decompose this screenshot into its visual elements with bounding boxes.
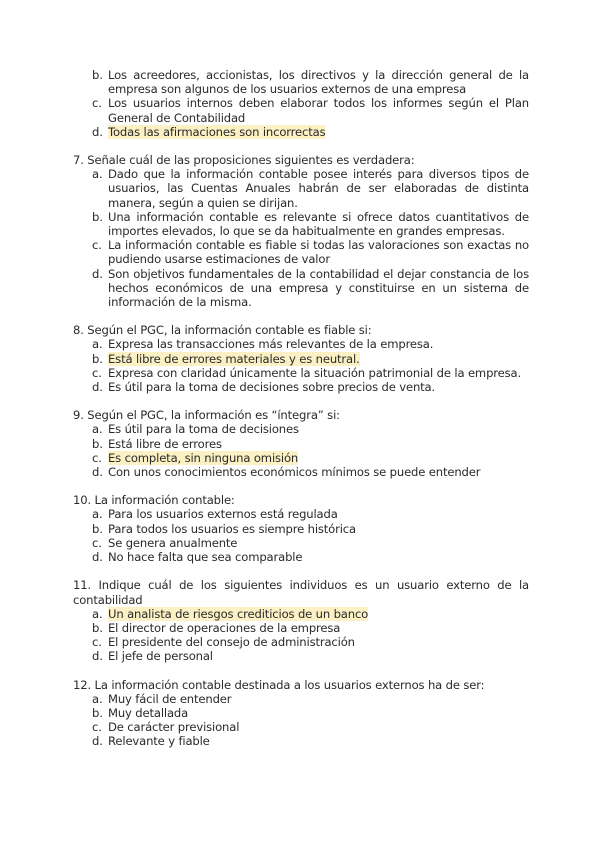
answer-option [73,635,529,649]
option-letter: c. [92,450,102,465]
option-letter: c. [92,365,102,380]
answer-option [73,649,529,663]
option-list [73,422,529,479]
option-text: Relevante y fiable [108,734,210,749]
option-letter: b. [92,351,103,366]
option-text: Para los usuarios externos está regulada [108,507,338,522]
question-block [73,408,529,479]
option-text-highlighted: Todas las afirmaciones son incorrectas [108,124,326,139]
question-block [73,578,529,663]
option-letter: a. [92,422,103,437]
question-list [73,153,529,749]
option-letter: a. [92,507,103,522]
option-letter: b. [92,209,103,224]
option-letter: a. [92,337,103,352]
answer-option [73,238,529,266]
option-letter: c. [92,635,102,650]
option-letter: c. [92,96,102,111]
option-text-highlighted: Un analista de riesgos crediticios de un banco [108,606,369,621]
option-letter: d. [92,380,103,395]
answer-option [73,422,529,436]
option-text: No hace falta que sea comparable [108,550,303,565]
question-stem: 7. Señale cuál de las proposiciones siguientes es verdadera: [73,153,415,168]
answer-option [73,522,529,536]
answer-option [73,337,529,351]
option-text: Es útil para la toma de decisiones [108,422,299,437]
option-text: El presidente del consejo de administración [108,635,355,650]
option-letter: a. [92,691,103,706]
option-text: Está libre de errores [108,436,222,451]
option-text: Con unos conocimientos económicos mínimos se puede entender [108,465,481,480]
answer-option [73,68,529,96]
option-letter: d. [92,266,103,281]
answer-option [73,734,529,748]
option-list [73,507,529,564]
option-text: Dado que la información contable posee interés para diversos tipos de usuarios, las Cuentas Anuales habrán de ser elaboradas de distinta manera, según a quien se dirijan. [108,167,529,210]
option-letter: c. [92,535,102,550]
option-text: Expresa con claridad únicamente la situación patrimonial de la empresa. [108,365,522,380]
question-block [73,678,529,749]
answer-option [73,536,529,550]
option-letter: b. [92,521,103,536]
option-letter: b. [92,705,103,720]
option-letter: a. [92,167,103,182]
answer-option [73,706,529,720]
option-list [73,167,529,309]
question-continuation [73,68,529,139]
answer-option [73,550,529,564]
answer-option [73,465,529,479]
option-text: Muy detallada [108,705,189,720]
answer-option [73,720,529,734]
answer-option [73,621,529,635]
answer-option [73,366,529,380]
option-letter: b. [92,436,103,451]
answer-option [73,607,529,621]
question-block [73,493,529,564]
option-list [73,692,529,749]
answer-option [73,437,529,451]
option-list [73,337,529,394]
answer-option [73,507,529,521]
option-text: Son objetivos fundamentales de la contabilidad el dejar constancia de los hechos económicos de una empresa y constituirse en un sistema de información de la misma. [108,266,529,310]
answer-option [73,96,529,124]
answer-option [73,267,529,310]
option-text: Para todos los usuarios es siempre histórica [108,521,356,536]
option-text: Los acreedores, accionistas, los directivos y la dirección general de la empresa son algunos de los usuarios externos de una empresa [108,68,529,97]
question-stem: 11. Indique cuál de los siguientes individuos es un usuario externo de la contabilidad [73,578,529,607]
answer-option [73,352,529,366]
question-stem: 9. Según el PGC, la información es “íntegra” si: [73,408,340,423]
answer-option [73,167,529,210]
option-text: La información contable es fiable si todas las valoraciones son exactas no pudiendo usarse estimaciones de valor [108,238,529,267]
option-text: El director de operaciones de la empresa [108,620,341,635]
document-page [73,68,529,763]
option-letter: b. [92,620,103,635]
question-stem: 12. La información contable destinada a los usuarios externos ha de ser: [73,677,485,692]
option-letter: c. [92,238,102,253]
question-block [73,153,529,309]
option-list [73,607,529,664]
option-text: Se genera anualmente [108,535,238,550]
option-text: De carácter previsional [108,720,240,735]
option-letter: b. [92,68,103,82]
option-text: Los usuarios internos deben elaborar todos los informes según el Plan General de Contabilidad [108,96,529,125]
answer-option [73,210,529,238]
answer-option [73,451,529,465]
question-block [73,323,529,394]
option-text: Es útil para la toma de decisiones sobre precios de venta. [108,380,436,395]
option-text: El jefe de personal [108,649,213,664]
option-letter: d. [92,734,103,749]
answer-option [73,692,529,706]
option-text-highlighted: Es completa, sin ninguna omisión [108,450,299,465]
option-list [73,68,529,139]
answer-option [73,125,529,139]
option-text: Muy fácil de entender [108,691,232,706]
option-text: Una información contable es relevante si ofrece datos cuantitativos de importes elevados, lo que se da habitualmente en grandes empresas. [108,209,529,239]
option-letter: d. [92,649,103,664]
question-stem: 10. La información contable: [73,493,235,508]
option-text: Expresa las transacciones más relevantes de la empresa. [108,337,434,352]
option-letter: c. [92,720,102,735]
option-text-highlighted: Está libre de errores materiales y es neutral. [108,351,360,366]
option-letter: d. [92,124,103,139]
option-letter: a. [92,606,103,621]
option-letter: d. [92,465,103,480]
answer-option [73,380,529,394]
option-letter: d. [92,550,103,565]
question-stem: 8. Según el PGC, la información contable es fiable si: [73,323,372,338]
